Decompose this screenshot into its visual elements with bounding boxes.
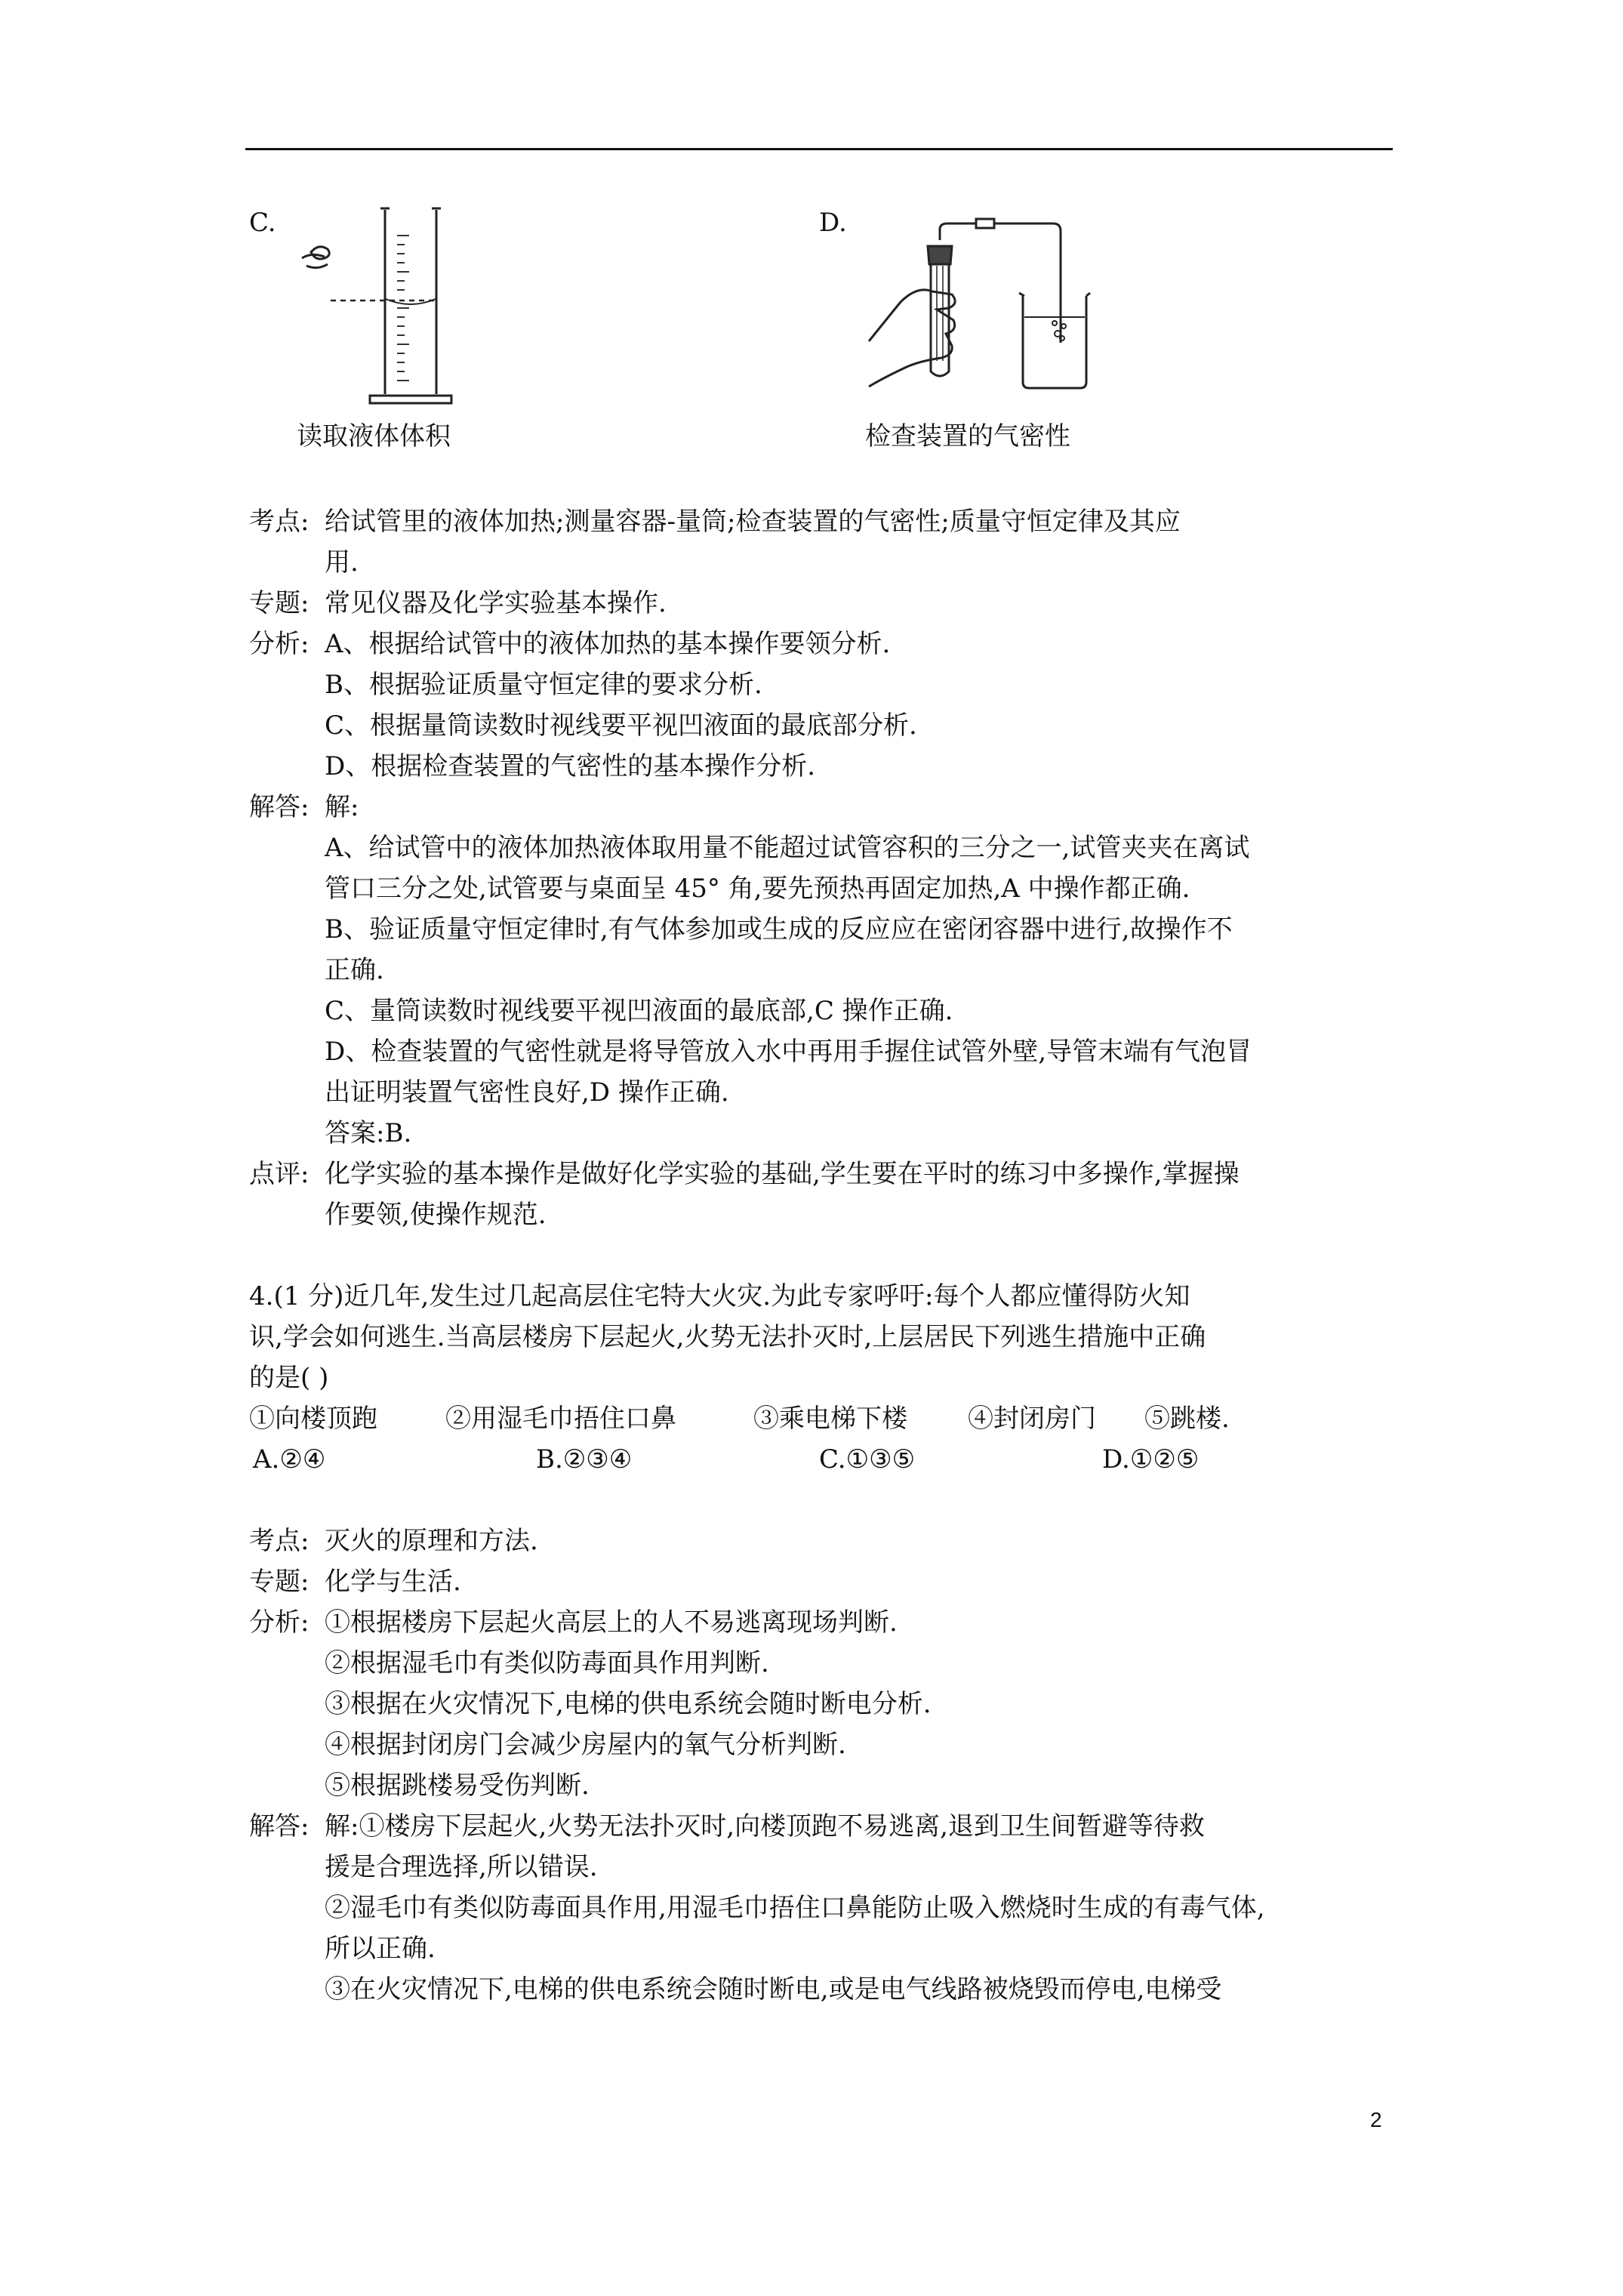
q3-jieda-line: 正确. [325, 955, 384, 985]
q4-stem-line: 识,学会如何逃生.当高层楼房下层起火,火势无法扑灭时,上层居民下列逃生措施中正确 [249, 1322, 1206, 1352]
q4-jieda-line: ③在火灾情况下,电梯的供电系统会随时断电,或是电气线路被烧毁而停电,电梯受 [325, 1974, 1222, 2005]
q3-answer: 答案:B. [325, 1118, 412, 1148]
q3-jieda-label: 解答: [249, 792, 310, 822]
q3-dianping-line-1: 化学实验的基本操作是做好化学实验的基础,学生要在平时的练习中多操作,掌握操 [325, 1159, 1240, 1189]
q3-kaodian-label: 考点: [249, 507, 310, 537]
q4-option-c: C.①③⑤ [819, 1444, 916, 1475]
q4-jieda-line: ②湿毛巾有类似防毒面具作用,用湿毛巾捂住口鼻能防止吸入燃烧时生成的有毒气体, [325, 1893, 1265, 1923]
q3-fenxi-line: A、根据给试管中的液体加热的基本操作要领分析. [325, 629, 891, 659]
q3-kaodian-line-2: 用. [325, 547, 359, 578]
q3-dianping-line-2: 作要领,使操作规范. [325, 1200, 547, 1230]
option-d-label: D. [819, 208, 847, 238]
q4-stem-line: 的是( ) [249, 1363, 329, 1393]
q3-fenxi-line: C、根据量筒读数时视线要平视凹液面的最底部分析. [325, 710, 917, 741]
q4-fenxi-label: 分析: [249, 1607, 310, 1638]
q4-jieda-label: 解答: [249, 1811, 310, 1841]
q4-option-b: B.②③④ [536, 1444, 633, 1475]
q4-jieda-line: 援是合理选择,所以错误. [325, 1852, 598, 1882]
q4-option-a: A.②④ [253, 1444, 326, 1475]
q4-zhuanti-label: 专题: [249, 1567, 310, 1597]
q4-choice-item: ⑤跳楼. [1144, 1404, 1230, 1434]
q4-choice-item: ②用湿毛巾捂住口鼻 [445, 1404, 676, 1434]
q3-zhuanti-label: 专题: [249, 588, 310, 618]
q3-zhuanti-text: 常见仪器及化学实验基本操作. [325, 588, 667, 618]
q3-fenxi-line: B、根据验证质量守恒定律的要求分析. [325, 670, 762, 700]
q3-fenxi-label: 分析: [249, 629, 310, 659]
graduated-cylinder-figure [287, 205, 468, 409]
q4-jieda-line: 所以正确. [325, 1934, 436, 1964]
q4-fenxi-line: ②根据湿毛巾有类似防毒面具作用判断. [325, 1648, 769, 1678]
header-rule [245, 148, 1393, 150]
option-c-label: C. [249, 208, 276, 238]
q3-jieda-line: B、验证质量守恒定律时,有气体参加或生成的反应应在密闭容器中进行,故操作不 [325, 914, 1233, 945]
q4-choice-item: ①向楼顶跑 [249, 1404, 377, 1434]
q3-jieda-line: C、量筒读数时视线要平视凹液面的最底部,C 操作正确. [325, 996, 953, 1026]
q3-kaodian-line-1: 给试管里的液体加热;测量容器-量筒;检查装置的气密性;质量守恒定律及其应 [325, 507, 1181, 537]
q3-jieda-line: 管口三分之处,试管要与桌面呈 45° 角,要先预热再固定加热,A 中操作都正确. [325, 874, 1190, 904]
q4-stem-line: 4.(1 分)近几年,发生过几起高层住宅特大火灾.为此专家呼吁:每个人都应懂得防火知 [249, 1281, 1190, 1311]
q4-choice-item: ④封闭房门 [968, 1404, 1096, 1434]
airtightness-check-figure [864, 213, 1091, 394]
q4-fenxi-line: ③根据在火灾情况下,电梯的供电系统会随时断电分析. [325, 1689, 932, 1719]
caption-check-airtightness: 检查装置的气密性 [865, 421, 1070, 451]
q3-jieda-line: 出证明装置气密性良好,D 操作正确. [325, 1077, 729, 1108]
page-number: 2 [1370, 2108, 1382, 2131]
q4-fenxi-line: ④根据封闭房门会减少房屋内的氧气分析判断. [325, 1730, 846, 1760]
q3-jieda-line: A、给试管中的液体加热液体取用量不能超过试管容积的三分之一,试管夹夹在离试 [325, 833, 1250, 863]
q4-fenxi-line: ⑤根据跳楼易受伤判断. [325, 1771, 590, 1801]
q3-jieda-line: D、检查装置的气密性就是将导管放入水中再用手握住试管外壁,导管末端有气泡冒 [325, 1037, 1252, 1067]
caption-read-volume: 读取液体体积 [297, 421, 451, 451]
q3-fenxi-line: D、根据检查装置的气密性的基本操作分析. [325, 751, 816, 781]
q4-kaodian-label: 考点: [249, 1526, 310, 1556]
q4-fenxi-line: ①根据楼房下层起火高层上的人不易逃离现场判断. [325, 1607, 898, 1638]
q4-kaodian-text: 灭火的原理和方法. [325, 1526, 538, 1556]
q4-zhuanti-text: 化学与生活. [325, 1567, 461, 1597]
q4-jieda-first-line: 解:①楼房下层起火,火势无法扑灭时,向楼顶跑不易逃离,退到卫生间暂避等待救 [325, 1811, 1205, 1841]
q4-option-d: D.①②⑤ [1102, 1444, 1200, 1475]
q3-dianping-label: 点评: [249, 1159, 310, 1189]
q4-choice-item: ③乘电梯下楼 [753, 1404, 907, 1434]
q3-jieda-first: 解: [325, 792, 359, 822]
